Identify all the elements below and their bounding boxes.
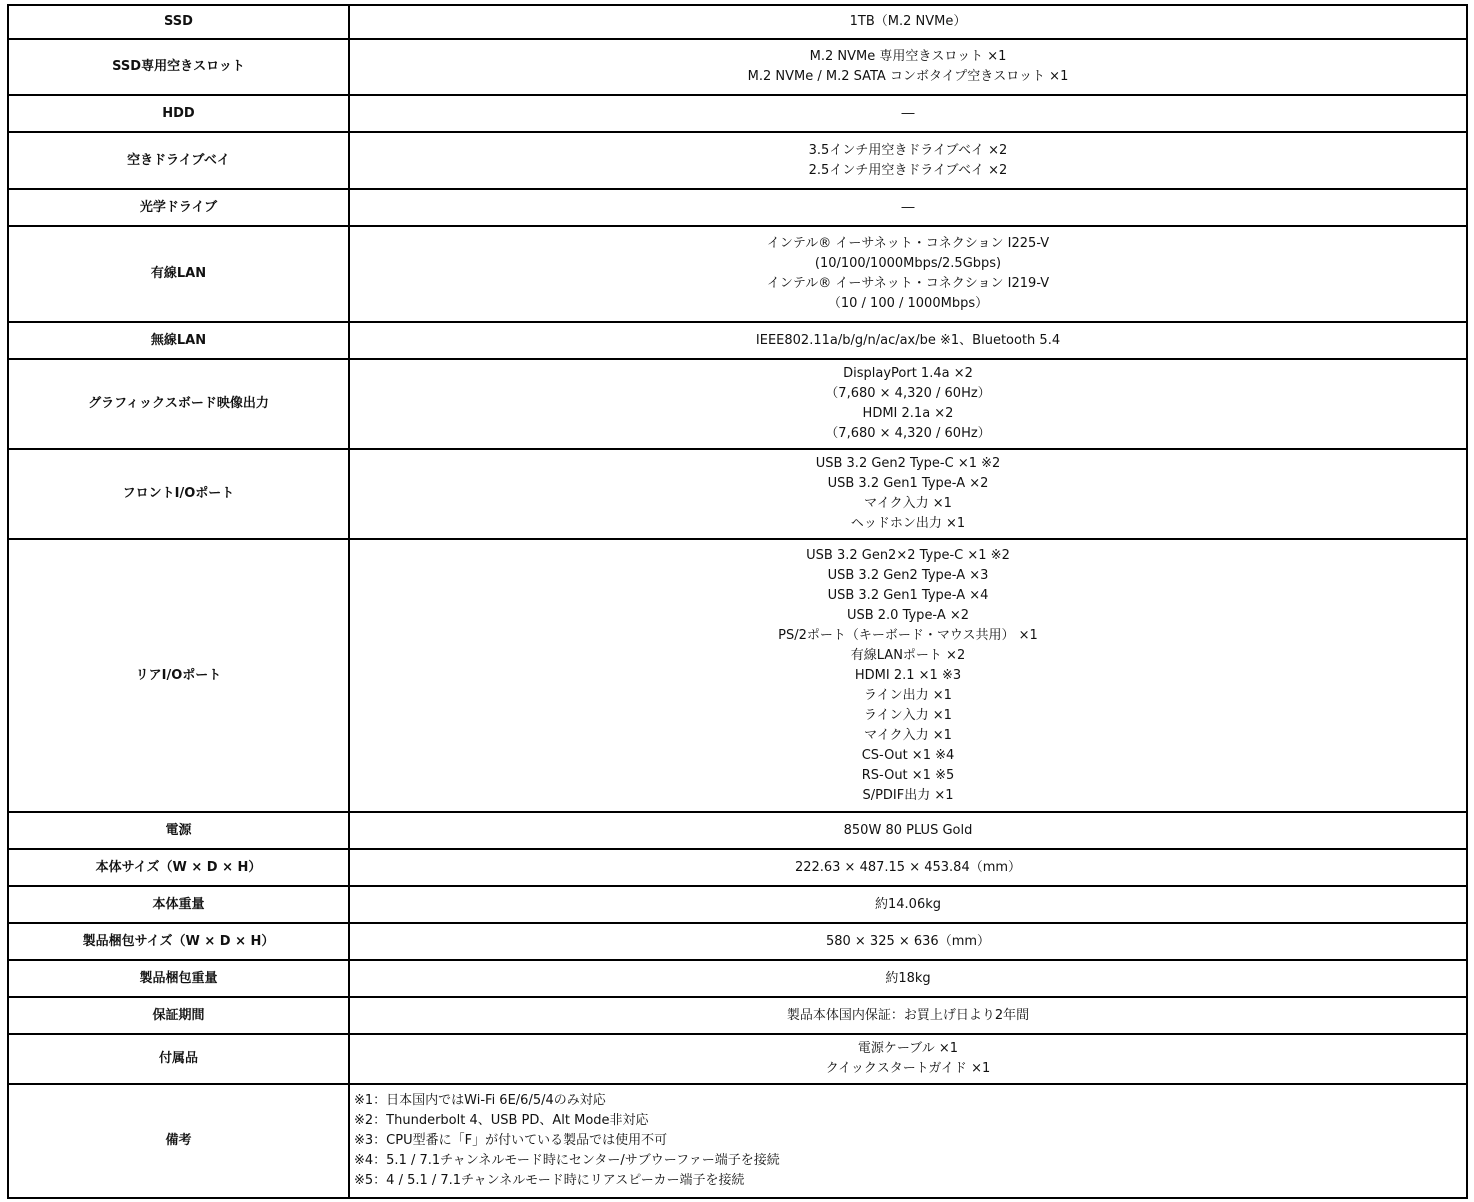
spec-value-line: ライン入力 ×1 xyxy=(864,707,952,723)
spec-value-line: IEEE802.11a/b/g/n/ac/ax/be ※1、Bluetooth 5.4 xyxy=(755,332,1061,348)
spec-value-line: HDMI 2.1a ×2 xyxy=(862,406,954,421)
spec-value-line: S/PDIF出力 ×1 xyxy=(862,787,954,803)
note-line: ※3：CPU型番に「F」が付いている製品では使用不可 xyxy=(354,1133,668,1148)
spec-value xyxy=(349,5,1467,39)
spec-row xyxy=(8,226,1467,322)
spec-label: 電源 xyxy=(8,812,349,849)
spec-value xyxy=(349,1034,1467,1084)
spec-value xyxy=(349,449,1467,539)
spec-value-line: （10 / 100 / 1000Mbps） xyxy=(827,296,989,311)
spec-row xyxy=(8,1084,1467,1198)
spec-value-line: USB 3.2 Gen2 Type-C ×1 ※2 xyxy=(815,456,1001,471)
spec-value xyxy=(349,95,1467,132)
spec-label: 付属品 xyxy=(8,1034,349,1084)
spec-value-line: 電源ケーブル ×1 xyxy=(857,1041,959,1056)
spec-value-line: M.2 NVMe / M.2 SATA コンボタイプ空きスロット ×1 xyxy=(747,69,1069,84)
spec-label: 本体サイズ（W × D × H） xyxy=(8,849,349,886)
spec-row xyxy=(8,95,1467,132)
spec-value-line: クイックスタートガイド ×1 xyxy=(825,1061,991,1076)
spec-value-line: PS/2ポート（キーボード・マウス共用） ×1 xyxy=(778,627,1038,643)
spec-value-line: マイク入力 ×1 xyxy=(864,727,952,743)
spec-value xyxy=(349,997,1467,1034)
spec-label: 光学ドライブ xyxy=(8,189,349,226)
spec-label: 有線LAN xyxy=(8,226,349,322)
spec-row xyxy=(8,132,1467,189)
spec-value-line: インテル® イーサネット・コネクション I219-V xyxy=(766,276,1050,291)
spec-label: 製品梱包重量 xyxy=(8,960,349,997)
spec-label: リアI/Oポート xyxy=(8,539,349,812)
spec-row xyxy=(8,359,1467,449)
spec-value xyxy=(349,322,1467,359)
spec-value-line: ― xyxy=(901,105,915,121)
spec-value-line: USB 3.2 Gen1 Type-A ×4 xyxy=(827,587,989,603)
spec-value-line: 有線LANポート ×2 xyxy=(850,647,966,663)
spec-value xyxy=(349,849,1467,886)
spec-value xyxy=(349,812,1467,849)
spec-row xyxy=(8,189,1467,226)
notes-cell xyxy=(349,1084,1467,1198)
spec-table-body xyxy=(8,5,1467,1198)
spec-value-line: マイク入力 ×1 xyxy=(864,496,952,511)
spec-value-line: USB 3.2 Gen2×2 Type-C ×1 ※2 xyxy=(806,547,1010,563)
spec-value-line: USB 3.2 Gen1 Type-A ×2 xyxy=(827,476,989,491)
spec-row xyxy=(8,539,1467,812)
spec-label: 空きドライブベイ xyxy=(8,132,349,189)
spec-row xyxy=(8,923,1467,960)
spec-value xyxy=(349,960,1467,997)
spec-value xyxy=(349,189,1467,226)
spec-label: HDD xyxy=(8,95,349,132)
spec-value-line: 製品本体国内保証：お買上げ日より2年間 xyxy=(786,1007,1030,1023)
spec-value xyxy=(349,923,1467,960)
spec-value-line: （7,680 × 4,320 / 60Hz） xyxy=(825,426,991,441)
spec-value xyxy=(349,39,1467,95)
spec-value xyxy=(349,226,1467,322)
spec-value-line: ― xyxy=(901,199,915,215)
spec-label: フロントI/Oポート xyxy=(8,449,349,539)
spec-row xyxy=(8,812,1467,849)
note-line: ※5：4 / 5.1 / 7.1チャンネルモード時にリアスピーカー端子を接続 xyxy=(354,1173,745,1188)
spec-label: 備考 xyxy=(8,1084,349,1198)
spec-value xyxy=(349,539,1467,812)
spec-table xyxy=(7,4,1468,1199)
spec-value-line: CS-Out ×1 ※4 xyxy=(861,747,955,763)
spec-label: 無線LAN xyxy=(8,322,349,359)
spec-value-line: HDMI 2.1 ×1 ※3 xyxy=(854,667,962,683)
spec-row xyxy=(8,449,1467,539)
spec-value-line: 580 × 325 × 636（mm） xyxy=(825,933,991,949)
spec-label: グラフィックスボード映像出力 xyxy=(8,359,349,449)
spec-value-line: RS-Out ×1 ※5 xyxy=(861,767,955,783)
spec-value-line: 3.5インチ用空きドライブベイ ×2 xyxy=(808,142,1008,158)
spec-label: 製品梱包サイズ（W × D × H） xyxy=(8,923,349,960)
spec-value-line: 850W 80 PLUS Gold xyxy=(843,822,973,838)
spec-value xyxy=(349,359,1467,449)
spec-value-line: 2.5インチ用空きドライブベイ ×2 xyxy=(808,162,1008,178)
note-line: ※4：5.1 / 7.1チャンネルモード時にセンター/サブウーファー端子を接続 xyxy=(354,1153,780,1168)
spec-label: SSD専用空きスロット xyxy=(8,39,349,95)
spec-value-line: USB 3.2 Gen2 Type-A ×3 xyxy=(827,567,989,583)
spec-value-line: 約18kg xyxy=(885,970,931,986)
spec-value-line: 222.63 × 487.15 × 453.84（mm） xyxy=(794,859,1022,875)
note-line: ※1：日本国内ではWi-Fi 6E/6/5/4のみ対応 xyxy=(354,1093,606,1108)
spec-value-line: ヘッドホン出力 ×1 xyxy=(850,516,966,531)
spec-label: SSD xyxy=(8,5,349,39)
spec-value-line: ライン出力 ×1 xyxy=(864,687,952,703)
spec-value-line: 約14.06kg xyxy=(875,896,941,912)
spec-row xyxy=(8,849,1467,886)
spec-row xyxy=(8,997,1467,1034)
spec-row xyxy=(8,322,1467,359)
spec-row xyxy=(8,886,1467,923)
spec-label: 本体重量 xyxy=(8,886,349,923)
spec-row xyxy=(8,960,1467,997)
spec-value-line: M.2 NVMe 専用空きスロット ×1 xyxy=(809,49,1007,64)
spec-row xyxy=(8,39,1467,95)
spec-value-line: インテル® イーサネット・コネクション I225-V xyxy=(766,236,1050,251)
spec-value xyxy=(349,886,1467,923)
spec-value-line: （7,680 × 4,320 / 60Hz） xyxy=(825,386,991,401)
note-line: ※2：Thunderbolt 4、USB PD、Alt Mode非対応 xyxy=(354,1113,649,1128)
spec-value-line: (10/100/1000Mbps/2.5Gbps) xyxy=(814,256,1002,271)
spec-row xyxy=(8,1034,1467,1084)
spec-value-line: DisplayPort 1.4a ×2 xyxy=(843,366,973,381)
spec-value xyxy=(349,132,1467,189)
spec-row xyxy=(8,5,1467,39)
spec-value-line: USB 2.0 Type-A ×2 xyxy=(846,607,970,623)
spec-value-line: 1TB（M.2 NVMe） xyxy=(849,14,967,29)
spec-label: 保証期間 xyxy=(8,997,349,1034)
